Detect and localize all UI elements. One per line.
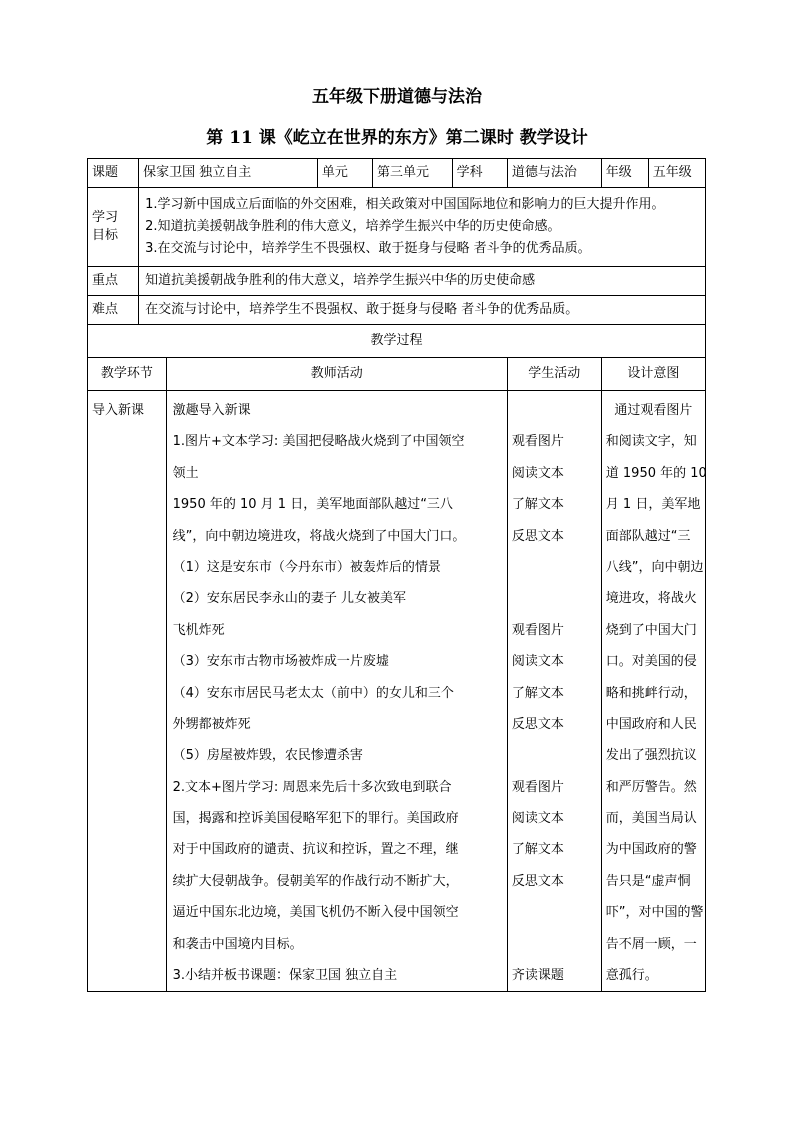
objectives-row [88,188,706,267]
grade-value: 五年级 [648,159,705,188]
info-row [88,159,706,188]
objective-item: 2.知道抗美援朝战争胜利的伟大意义，培养学生振兴中华的历史使命感。 [145,219,561,234]
unit-value: 第三单元 [372,159,452,188]
col-teacher-header: 教师活动 [166,358,507,391]
teacher-line: 国，揭露和控诉美国侵略军犯下的罪行。美国政府 [172,811,459,827]
teacher-line: 领土 [172,465,199,481]
design-line: 八线”，向中朝边 [605,559,704,575]
document-title: 五年级下册道德与法治 [312,87,482,107]
teacher-line: 1950 年的 10 月 1 日，美军地面部队越过“三八 [172,497,453,513]
teacher-line: 逼近中国东北边境，美国飞机仍不断入侵中国领空 [172,905,459,921]
design-line: 而，美国当局认 [605,811,697,827]
unit-label: 单元 [317,159,372,188]
col-design-header: 设计意图 [601,358,705,391]
key-point-row [88,267,706,296]
design-line: 为中国政府的警 [605,842,697,858]
teacher-line: 外甥都被炸死 [172,716,251,732]
design-line: 境进攻，将战火 [605,591,697,607]
col-student-header: 学生活动 [507,358,601,391]
lesson-plan-table [87,158,706,992]
student-activity-cell [507,391,601,992]
design-line: 中国政府和人民 [605,716,697,732]
teacher-line: （5）房屋被炸毁，农民惨遭杀害 [172,748,363,764]
design-line: 略和挑衅行动， [605,685,697,701]
objective-item: 3.在交流与讨论中，培养学生不畏强权、敢于挺身与侵略 者斗争的优秀品质。 [145,241,591,256]
design-line: 口。对美国的侵 [605,654,697,670]
student-line: 阅读文本 [511,811,564,827]
teacher-line: 飞机炸死 [172,622,225,638]
objective-item: 1.学习新中国成立后面临的外交困难，相关政策对中国国际地位和影响力的巨大提升作用。 [145,197,665,212]
design-line: 面部队越过“三 [605,528,691,544]
design-line: 烧到了中国大门 [605,622,697,638]
stage-label: 导入新课 [92,403,145,418]
teacher-line: 2.文本+图片学习: 周恩来先后十多次致电到联合 [172,779,452,795]
student-line [512,395,597,426]
student-line [512,583,597,614]
student-line [512,552,597,583]
process-body-row [88,391,706,992]
teacher-line: 对于中国政府的谴责、抗议和控诉，置之不理，继 [172,842,459,858]
student-line [512,740,597,771]
student-line [512,897,597,928]
stage-cell [88,391,167,992]
student-line: 反思文本 [511,873,564,889]
objectives-content [139,188,706,267]
teacher-line: 和袭击中国境内目标。 [172,936,303,952]
student-line: 反思文本 [511,716,564,732]
teacher-line: 3.小结并板书课题：保家卫国 独立自主 [172,968,398,984]
subject-label: 学科 [452,159,507,188]
teacher-line: （4）安东市居民马老太太（前中）的女儿和三个 [172,685,454,701]
student-line: 了解文本 [511,842,564,858]
teacher-line: 激趣导入新课 [172,403,251,418]
student-line: 阅读文本 [511,654,564,670]
design-line: 发出了强烈抗议 [605,748,697,764]
design-line: 和阅读文字，知 [605,434,697,450]
teacher-line: （1）这是安东市（今丹东市）被轰炸后的情景 [172,559,441,575]
design-line: 告不屑一顾，一 [605,936,697,952]
teacher-line: 1.图片+文本学习: 美国把侵略战火烧到了中国领空 [172,434,465,450]
subject-value: 道德与法治 [507,159,601,188]
design-line: 和严厉警告。然 [605,779,697,795]
process-section-row [88,325,706,358]
process-section-title: 教学过程 [88,325,706,358]
difficulty-row [88,296,706,325]
student-line: 反思文本 [511,528,564,544]
topic-label: 课题 [88,159,139,188]
student-line: 观看图片 [511,779,564,795]
design-intent-cell [601,391,705,992]
design-line: 通过观看图片 [614,403,693,418]
difficulty-value: 在交流与讨论中，培养学生不畏强权、敢于挺身与侵略 者斗争的优秀品质。 [139,296,706,325]
process-header-row [88,358,706,391]
design-line: 告只是“虚声恫 [605,873,691,889]
student-line: 观看图片 [511,434,564,450]
student-line: 了解文本 [511,497,564,513]
design-line: 道 1950 年的 10 [605,465,707,481]
student-line [512,929,597,960]
student-line: 了解文本 [511,685,564,701]
objectives-label-line: 学习 [92,210,119,225]
teacher-activity-cell [166,391,507,992]
student-line: 阅读文本 [511,465,564,481]
teacher-line: 续扩大侵朝战争。侵朝美军的作战行动不断扩大， [172,873,459,889]
teacher-line: （3）安东市古物市场被炸成一片废墟 [172,654,389,670]
teacher-line: 线”，向中朝边境进攻，将战火烧到了中国大门口。 [172,528,466,544]
design-line: 月 1 日，美军地 [605,497,701,513]
topic-value: 保家卫国 独立自主 [139,159,318,188]
teacher-line: （2）安东居民李永山的妻子 儿女被美军 [172,591,407,607]
col-stage-header: 教学环节 [88,358,167,391]
student-line: 观看图片 [511,622,564,638]
difficulty-label: 难点 [88,296,139,325]
key-point-value: 知道抗美援朝战争胜利的伟大意义，培养学生振兴中华的历史使命感 [139,267,706,296]
key-point-label: 重点 [88,267,139,296]
grade-label: 年级 [601,159,648,188]
lesson-title: 第 11 课《屹立在世界的东方》第二课时 教学设计 [206,128,588,148]
design-line: 意孤行。 [605,968,658,984]
objectives-label-line: 目标 [92,228,119,243]
student-line: 齐读课题 [511,968,564,984]
objectives-label [88,188,139,267]
design-line: 吓”，对中国的警 [605,905,704,921]
